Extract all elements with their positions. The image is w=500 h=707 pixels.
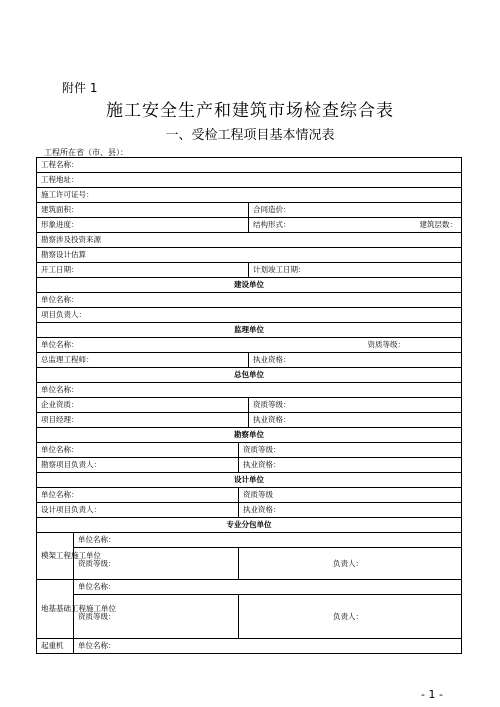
supervisor-unit-cell [37, 338, 462, 353]
survey-project-lead-field[interactable]: 勘察项目负责人： [37, 458, 239, 473]
survey-funding-field[interactable]: 勘察涉及投资来源 [37, 233, 462, 248]
table-row [37, 158, 462, 173]
design-practice-field[interactable]: 执业资格： [239, 503, 462, 518]
project-manager-field[interactable]: 项目经理： [37, 413, 249, 428]
floors-field[interactable]: 建筑层数： [419, 220, 458, 229]
page-title: 施工安全生产和建筑市场检查综合表 [106, 101, 394, 121]
page-number: - 1 - [421, 688, 443, 701]
table-row [37, 233, 462, 248]
structure-floors-cell [249, 218, 462, 233]
table-row [37, 203, 462, 218]
contractor-heading: 总包单位 [37, 368, 462, 383]
survey-unit-name-field[interactable]: 单位名称： [37, 443, 239, 458]
supervisor-practice-field[interactable]: 执业资格： [249, 353, 462, 368]
table-row [37, 503, 462, 518]
foundation-qualification-field[interactable]: 资质等级： [74, 595, 239, 639]
table-row [37, 293, 462, 308]
table-row [37, 398, 462, 413]
foundation-unit-name-field[interactable]: 单位名称： [74, 580, 462, 595]
table-row [37, 595, 462, 639]
survey-practice-field[interactable]: 执业资格： [239, 458, 462, 473]
enterprise-qualification-field[interactable]: 企业资质： [37, 398, 249, 413]
table-row [37, 533, 462, 548]
permit-number-field[interactable]: 施工许可证号： [37, 188, 462, 203]
table-row [37, 218, 462, 233]
table-row [37, 248, 462, 263]
progress-field[interactable]: 形象进度： [37, 218, 249, 233]
table-row [37, 443, 462, 458]
supervisor-heading: 监理单位 [37, 323, 462, 338]
table-row [37, 323, 462, 338]
design-project-lead-field[interactable]: 设计项目负责人： [37, 503, 239, 518]
table-row [37, 173, 462, 188]
design-heading: 设计单位 [37, 473, 462, 488]
formwork-category-label: 模架工程施工单位 [37, 533, 74, 580]
owner-unit-name-field[interactable]: 单位名称： [37, 293, 462, 308]
foundation-responsible-field[interactable]: 负责人： [239, 595, 462, 639]
supervisor-qualification-field[interactable]: 资质等级： [367, 340, 406, 349]
design-unit-name-field[interactable]: 单位名称： [37, 488, 239, 503]
owner-heading: 建设单位 [37, 278, 462, 293]
formwork-unit-name-field[interactable]: 单位名称： [74, 533, 462, 548]
owner-project-lead-field[interactable]: 项目负责人： [37, 308, 462, 323]
table-row [37, 488, 462, 503]
formwork-responsible-field[interactable]: 负责人： [239, 548, 462, 580]
subcontract-heading: 专业分包单位 [37, 518, 462, 533]
contractor-unit-name-field[interactable]: 单位名称： [37, 383, 462, 398]
table-row [37, 458, 462, 473]
project-info-table [36, 157, 462, 654]
section-title: 一、受检工程项目基本情况表 [165, 128, 335, 143]
table-row [37, 308, 462, 323]
table-row [37, 278, 462, 293]
survey-heading: 勘察单位 [37, 428, 462, 443]
crane-category-label: 起重机 [37, 639, 74, 654]
supervisor-unit-name-field[interactable]: 单位名称： [41, 340, 79, 349]
chief-engineer-field[interactable]: 总监理工程师： [37, 353, 249, 368]
project-address-field[interactable]: 工程地址： [37, 173, 462, 188]
table-row [37, 188, 462, 203]
contract-price-field[interactable]: 合同造价： [249, 203, 462, 218]
location-field[interactable]: 工程所在省（市、县）： [44, 148, 128, 157]
crane-unit-name-field[interactable]: 单位名称： [74, 639, 462, 654]
table-row [37, 518, 462, 533]
project-name-field[interactable]: 工程名称： [37, 158, 462, 173]
table-row [37, 383, 462, 398]
survey-estimate-field[interactable]: 勘察设计估算 [37, 248, 462, 263]
attachment-label: 附件 1 [62, 81, 98, 95]
design-qualification-field[interactable]: 资质等级 [239, 488, 462, 503]
table-row [37, 338, 462, 353]
survey-qualification-field[interactable]: 资质等级： [239, 443, 462, 458]
table-row [37, 473, 462, 488]
contractor-practice-field[interactable]: 执业资格： [249, 413, 462, 428]
table-row [37, 263, 462, 278]
table-row [37, 428, 462, 443]
table-row [37, 413, 462, 428]
structure-field[interactable]: 结构形式： [253, 220, 291, 229]
formwork-qualification-field[interactable]: 资质等级： [74, 548, 239, 580]
start-date-field[interactable]: 开工日期： [37, 263, 249, 278]
foundation-category-label: 地基基础工程施工单位 [37, 580, 74, 639]
table-row [37, 368, 462, 383]
planned-completion-field[interactable]: 计划竣工日期： [249, 263, 462, 278]
building-area-field[interactable]: 建筑面积： [37, 203, 249, 218]
table-row [37, 353, 462, 368]
table-row [37, 580, 462, 595]
contractor-qualification-field[interactable]: 资质等级： [249, 398, 462, 413]
table-row [37, 639, 462, 654]
